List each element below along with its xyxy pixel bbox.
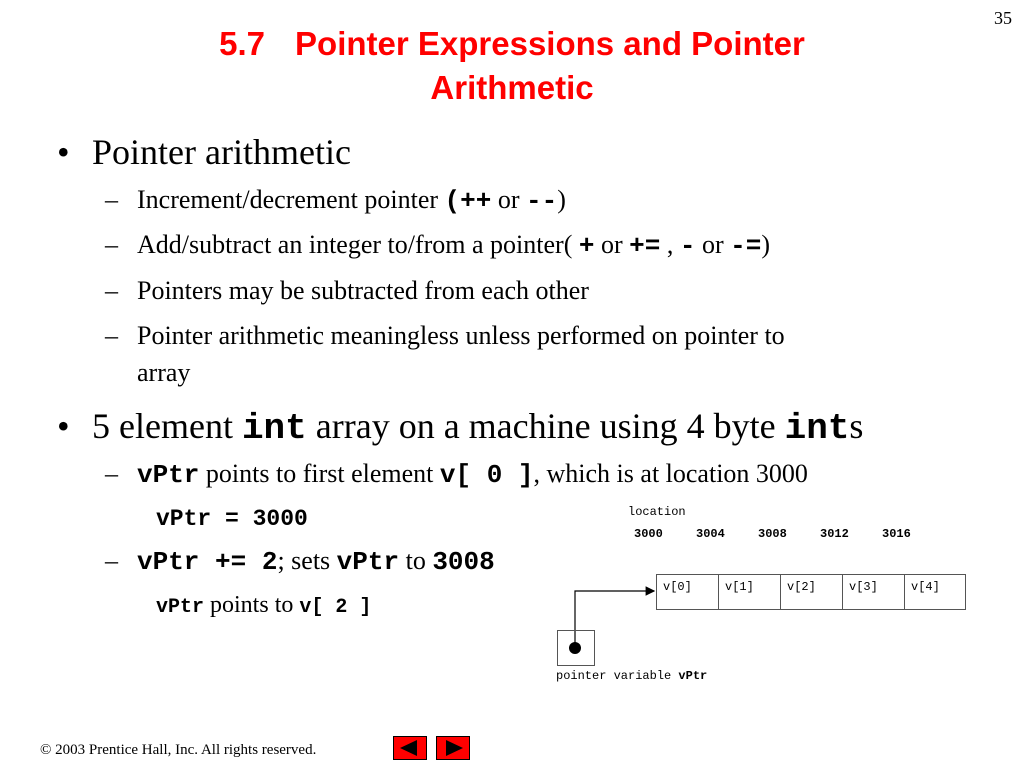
s2-or1: or (594, 230, 630, 259)
bullet-int-array (92, 406, 863, 449)
dash-marker: – (105, 185, 118, 214)
dash-marker: – (105, 459, 118, 488)
vptr-points-to-v2 (156, 590, 371, 623)
s2-plus: + (578, 231, 595, 261)
right-arrow-icon (437, 737, 469, 759)
copyright-footer (40, 742, 316, 759)
title-text-1: Pointer Expressions and Pointer (295, 25, 805, 62)
b2-code-int: int (241, 408, 307, 449)
subbullet-meaningless-cont: array (137, 358, 191, 387)
s6-text-2: to (399, 546, 433, 575)
s6b-text: points to (204, 592, 300, 618)
bullet-marker: • (57, 132, 70, 172)
copyright-text: 2003 Prentice Hall, Inc. All rights reserved. (51, 742, 317, 758)
s5-code-vptr: vPtr (137, 460, 200, 490)
address-3012: 3012 (820, 527, 849, 541)
array-cell: v[3] (842, 574, 905, 610)
s5-text-2: , which is at location 3000 (533, 459, 808, 488)
s6-code-3008: 3008 (432, 547, 495, 577)
address-3016: 3016 (882, 527, 911, 541)
address-3008: 3008 (758, 527, 787, 541)
subbullet-vptr-plus-eq (137, 545, 495, 578)
s2-comma: , (660, 230, 680, 259)
dash-marker: – (105, 321, 118, 350)
s1-text: Increment/decrement pointer (137, 185, 445, 214)
code-vptr-assign: vPtr = 3000 (156, 506, 308, 532)
pointer-variable-caption (556, 666, 707, 684)
s6-code-vptr-plus: vPtr += 2 (137, 547, 278, 577)
s2-minus: - (679, 231, 696, 261)
slide-title (40, 22, 984, 110)
subbullet-add-subtract (137, 229, 770, 262)
array-v (656, 574, 966, 610)
next-slide-button[interactable] (436, 736, 470, 760)
s2-plus-eq: += (629, 231, 661, 261)
title-line-2: Arithmetic (430, 69, 594, 106)
array-cell: v[2] (780, 574, 843, 610)
pointer-label: pointer variable (556, 669, 679, 683)
s6b-code-v2: v[ 2 ] (299, 596, 372, 619)
section-number: 5.7 (219, 25, 266, 62)
page-number: 35 (994, 8, 1012, 28)
dash-marker: – (105, 276, 118, 305)
pointer-name: vPtr (678, 669, 708, 683)
s5-text-1: points to first element (199, 459, 440, 488)
b2-text-3: s (849, 406, 864, 446)
subbullet-subtracted: Pointers may be subtracted from each other (137, 276, 589, 305)
b2-code-int-2: int (784, 408, 850, 449)
left-arrow-icon (394, 737, 426, 759)
array-cell: v[0] (656, 574, 719, 610)
s2-minus-eq: -= (730, 231, 762, 261)
s2-text: Add/subtract an integer to/from a pointer( (137, 230, 579, 259)
dash-marker: – (105, 230, 118, 259)
address-3004: 3004 (696, 527, 725, 541)
s5-code-v0: v[ 0 ] (439, 460, 534, 490)
s6-text-1: ; sets (277, 546, 337, 575)
dash-marker: – (105, 546, 118, 575)
array-cell: v[4] (904, 574, 966, 610)
b2-text-1: 5 element (92, 406, 242, 446)
array-cell: v[1] (718, 574, 781, 610)
previous-slide-button[interactable] (393, 736, 427, 760)
s6-code-vptr: vPtr (336, 547, 400, 577)
copyright-symbol: © (40, 742, 52, 758)
pointer-dot (569, 642, 581, 654)
s1-code-dec: -- (526, 186, 558, 216)
b2-text-2: array on a machine using 4 byte (306, 406, 785, 446)
s1-code-inc: (++ (444, 186, 492, 216)
subbullet-increment (137, 184, 566, 217)
s1-or: or (491, 185, 527, 214)
address-3000: 3000 (634, 527, 663, 541)
s1-close: ) (557, 185, 566, 214)
bullet-pointer-arithmetic: Pointer arithmetic (92, 132, 351, 172)
bullet-marker: • (57, 406, 70, 446)
s6b-code-vptr: vPtr (156, 596, 205, 619)
title-line-1 (40, 22, 984, 66)
s2-close: ) (761, 230, 771, 259)
s2-or2: or (695, 230, 731, 259)
location-label: location (628, 505, 686, 519)
subbullet-meaningless: Pointer arithmetic meaningless unless performed on pointer to (137, 321, 785, 350)
subbullet-vptr-points (137, 458, 808, 491)
